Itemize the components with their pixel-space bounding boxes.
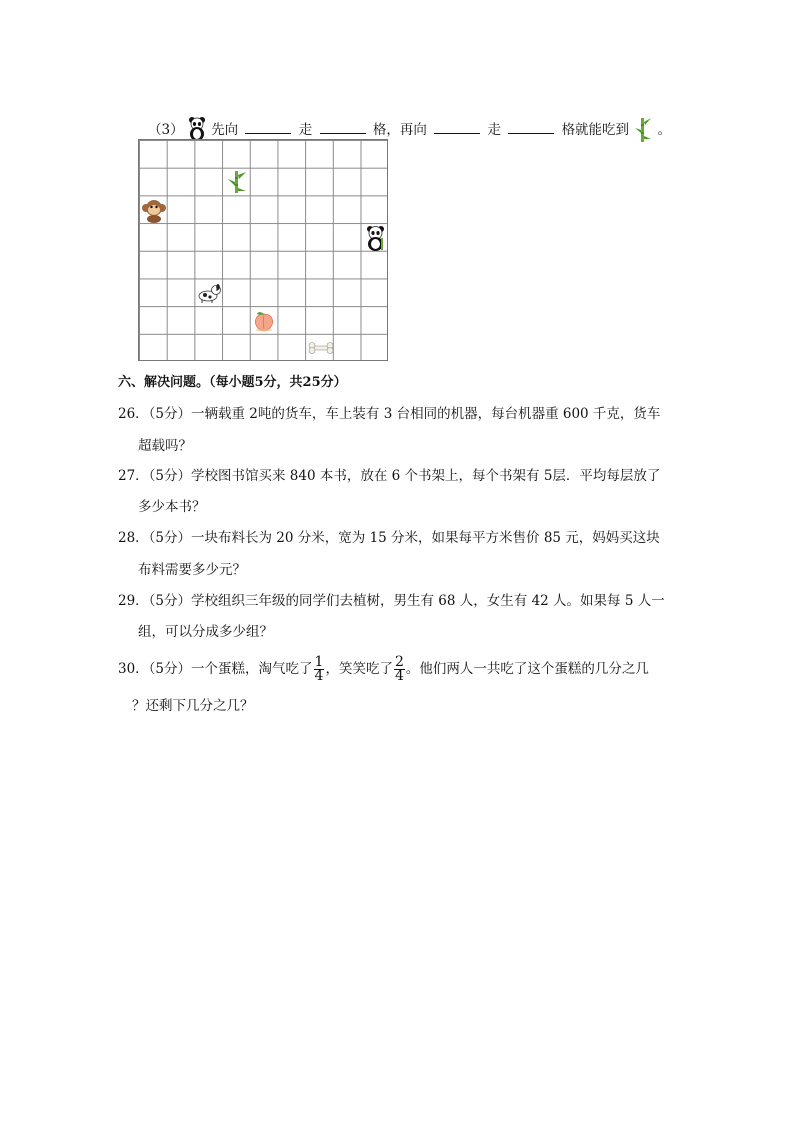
blank-direction-1[interactable] xyxy=(245,121,291,134)
blank-steps-2[interactable] xyxy=(508,121,554,134)
q3-text4: 走 xyxy=(487,122,501,138)
q26-line2: 超载吗？ xyxy=(138,438,192,454)
q3-text3: 格，再向 xyxy=(372,122,427,138)
frac2-denominator: 4 xyxy=(394,668,404,684)
q30-line1 xyxy=(118,654,649,684)
q26-line1: 26．（5分）一辆载重 2吨的货车，车上装有 3 台相同的机器，每台机器重 600 千克，货车 xyxy=(118,406,661,422)
blank-steps-1[interactable] xyxy=(320,121,366,134)
grid-bone-icon xyxy=(307,341,335,355)
grid-bamboo-icon xyxy=(225,169,249,195)
grid-panda-icon xyxy=(364,224,388,252)
grid-monkey-icon xyxy=(141,197,167,223)
q30-part2: ，笑笑吃了 xyxy=(325,661,393,677)
frac1-denominator: 4 xyxy=(314,668,324,684)
frac1-numerator: 1 xyxy=(314,654,324,670)
bamboo-icon xyxy=(633,116,653,144)
q3-end: 。 xyxy=(657,122,672,138)
section-title: 六、解决问题。（每小题5分，共25分） xyxy=(118,375,347,390)
q30-line2: ？还剩下几分之几？ xyxy=(132,698,254,714)
fraction-one-quarter xyxy=(314,656,325,683)
q3-text2: 走 xyxy=(298,122,313,138)
grid-peach-icon xyxy=(251,309,277,333)
panda-icon xyxy=(188,116,206,140)
q3-text5: 格就能吃到 xyxy=(561,122,630,138)
q30-part1: 30．（5分）一个蛋糕，淘气吃了 xyxy=(118,661,313,677)
frac2-numerator: 2 xyxy=(394,654,404,670)
q29-line2: 组，可以分成多少组？ xyxy=(138,624,273,640)
q29-line1: 29．（5分）学校组织三年级的同学们去植树，男生有 68 人，女生有 42 人。如果每 5 人一 xyxy=(118,593,665,609)
blank-direction-2[interactable] xyxy=(434,121,480,134)
q30-part3: 。他们两人一共吃了这个蛋糕的几分之几 xyxy=(405,661,649,677)
position-grid xyxy=(138,139,388,361)
grid-dog-icon xyxy=(197,282,221,304)
q3-number: （3） xyxy=(148,122,184,138)
q28-line1: 28．（5分）一块布料长为 20 分米，宽为 15 分米，如果每平方米售价 85 元，妈妈买这块 xyxy=(118,530,660,546)
fraction-two-quarters xyxy=(394,656,405,683)
q28-line2: 布料需要多少元？ xyxy=(138,562,246,578)
q27-line1: 27．（5分）学校图书馆买来 840 本书，放在 6 个书架上，每个书架有 5层．平均每层放了 xyxy=(118,468,661,484)
q27-line2: 多少本书？ xyxy=(138,499,206,515)
q3-text1: 先向 xyxy=(211,122,239,138)
